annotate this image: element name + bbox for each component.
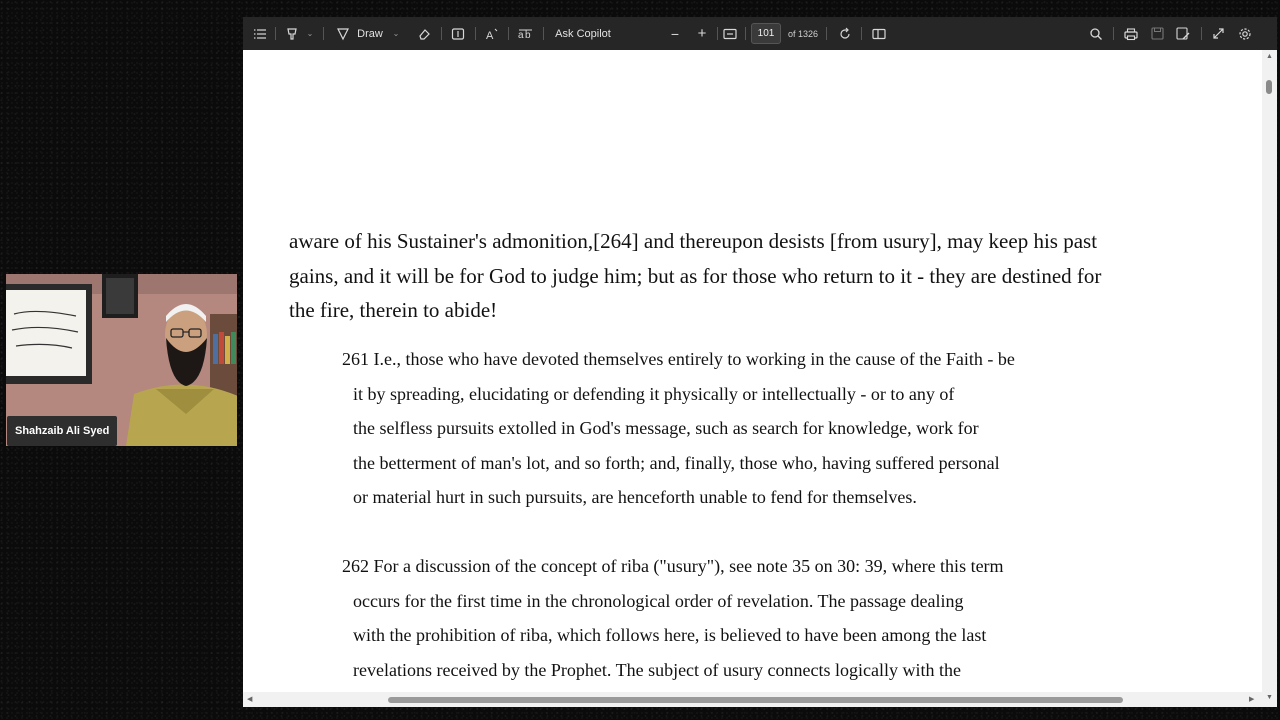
scroll-up-arrow-icon[interactable]: ▲ — [1266, 53, 1273, 60]
footnote-line: or material hurt in such pursuits, are henceforth unable to fend for themselves. — [353, 487, 917, 507]
footnote-line: 261 I.e., those who have devoted themselves entirely to working in the cause of the Faith - be — [342, 349, 1015, 369]
eraser-icon[interactable] — [416, 17, 432, 50]
presenter-name-tag: Shahzaib Ali Syed — [7, 416, 117, 446]
svg-text:A: A — [486, 29, 494, 41]
text-box-icon[interactable] — [450, 17, 466, 50]
toolbar-divider — [1113, 27, 1114, 40]
pdf-viewer-window — [243, 17, 1277, 707]
footnote-line: revelations received by the Prophet. The subject of usury connects logically with the — [353, 659, 961, 680]
vertical-scroll-thumb[interactable] — [1266, 80, 1272, 94]
fit-page-icon[interactable] — [722, 17, 738, 50]
contents-icon[interactable] — [251, 17, 269, 50]
footnote-line: with the prohibition of riba, which follows here, is believed to have been among the last — [353, 625, 987, 645]
footnote-line: the selfless pursuits extolled in God's message, such as search for knowledge, work for — [353, 418, 979, 438]
toolbar-divider — [1201, 27, 1202, 40]
pdf-page — [243, 50, 1262, 692]
fullscreen-icon[interactable] — [1210, 17, 1226, 50]
settings-gear-icon[interactable] — [1237, 17, 1253, 50]
main-line: the fire, therein to abide! — [289, 298, 498, 322]
highlight-icon[interactable] — [283, 17, 301, 50]
toolbar-divider — [861, 27, 862, 40]
toolbar-divider — [323, 27, 324, 40]
svg-text:a: a — [518, 29, 524, 41]
highlight-dropdown-icon[interactable]: ⌄ — [306, 29, 314, 38]
page-total-label: of 1326 — [788, 28, 819, 39]
toolbar-divider — [475, 27, 476, 40]
footnote-261 — [342, 342, 1142, 515]
toolbar-divider — [508, 27, 509, 40]
footnote-line: the betterment of man's lot, and so forth; and, finally, those who, having suffered personal — [353, 452, 1000, 473]
footnote-line: occurs for the first time in the chronological order of revelation. The passage dealing — [353, 590, 964, 611]
toolbar-divider — [826, 27, 827, 40]
main-line: gains, and it will be for God to judge him; but as for those who return to it - they are destined for — [289, 263, 1102, 288]
zoom-in-icon[interactable]: + — [697, 25, 707, 42]
page-view-icon[interactable] — [871, 17, 887, 50]
translate-icon[interactable] — [517, 17, 535, 50]
horizontal-scroll-thumb[interactable] — [388, 697, 1123, 703]
toolbar-divider — [275, 27, 276, 40]
toolbar-divider — [543, 27, 544, 40]
toolbar-divider — [717, 27, 718, 40]
scroll-right-arrow-icon[interactable]: ▶ — [1249, 696, 1255, 703]
save-as-icon[interactable] — [1175, 17, 1191, 50]
save-icon[interactable] — [1149, 17, 1165, 50]
svg-text:b: b — [525, 29, 531, 41]
draw-dropdown-icon[interactable]: ⌄ — [392, 29, 400, 38]
ask-copilot-button[interactable]: Ask Copilot — [555, 27, 611, 40]
vertical-scrollbar[interactable] — [1262, 50, 1277, 707]
search-icon[interactable] — [1088, 17, 1104, 50]
page-number-input[interactable]: 101 — [751, 23, 781, 44]
read-aloud-icon[interactable] — [484, 17, 500, 50]
main-paragraph — [289, 224, 1239, 328]
scroll-left-arrow-icon[interactable]: ◀ — [247, 696, 253, 703]
toolbar-divider — [745, 27, 746, 40]
draw-button[interactable]: Draw — [357, 27, 383, 40]
toolbar-divider — [441, 27, 442, 40]
horizontal-scrollbar[interactable] — [243, 692, 1262, 707]
zoom-out-icon[interactable]: − — [670, 25, 680, 42]
scroll-down-arrow-icon[interactable]: ▼ — [1266, 694, 1273, 701]
main-line: aware of his Sustainer's admonition,[264] and thereupon desists [from usury], may keep his past — [289, 229, 1098, 253]
draw-pen-icon[interactable] — [335, 17, 351, 50]
pdf-toolbar — [243, 17, 1277, 50]
rotate-icon[interactable] — [837, 17, 853, 50]
print-icon[interactable] — [1122, 17, 1140, 50]
footnote-line: 262 For a discussion of the concept of riba ("usury"), see note 35 on 30: 39, where this term — [342, 556, 1004, 576]
footnote-262 — [342, 549, 1142, 687]
footnote-line: it by spreading, elucidating or defending it physically or intellectually - or to any of — [353, 383, 955, 404]
